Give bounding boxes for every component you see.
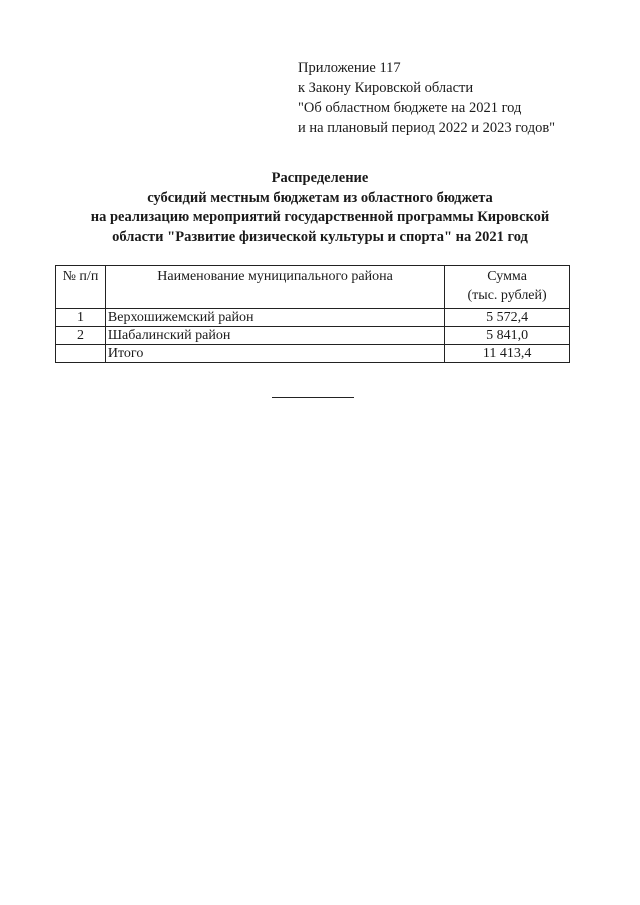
title-line-2: субсидий местным бюджетам из областного бюджета [147,189,493,206]
table-header [56,266,570,309]
appendix-law-title: "Об областном бюджете на 2021 год [298,100,522,116]
total-label: Итого [105,345,444,363]
header-name: Наименование муниципального района [105,266,444,309]
title-line-4: области "Развитие физической культуры и спорта" на 2021 год [112,228,528,245]
table-header-row [56,266,570,309]
row-sum: 5 572,4 [445,309,570,327]
table-row [56,309,570,327]
table-row [56,327,570,345]
table-body [56,309,570,363]
distribution-table [55,265,570,363]
appendix-header [298,58,555,138]
row-sum: 5 841,0 [445,327,570,345]
document-title [40,169,600,247]
total-sum: 11 413,4 [445,345,570,363]
header-sum-label: Сумма [487,269,527,284]
title-line-3: на реализацию мероприятий государственной программы Кировской [90,209,550,225]
row-num: 1 [56,309,106,327]
appendix-law-ref: к Закону Кировской области [298,80,474,96]
header-sum-unit: (тыс. рублей) [467,288,547,303]
end-separator-line [272,397,354,398]
total-num [56,345,106,363]
title-line-1: Распределение [271,170,369,186]
row-name: Шабалинский район [105,327,444,345]
header-sum [445,266,570,309]
header-num: № п/п [56,266,106,309]
appendix-law-period: и на плановый период 2022 и 2023 годов" [298,120,556,136]
row-name: Верхошижемский район [105,309,444,327]
table-total-row [56,345,570,363]
appendix-number: Приложение 117 [298,60,401,76]
row-num: 2 [56,327,106,345]
